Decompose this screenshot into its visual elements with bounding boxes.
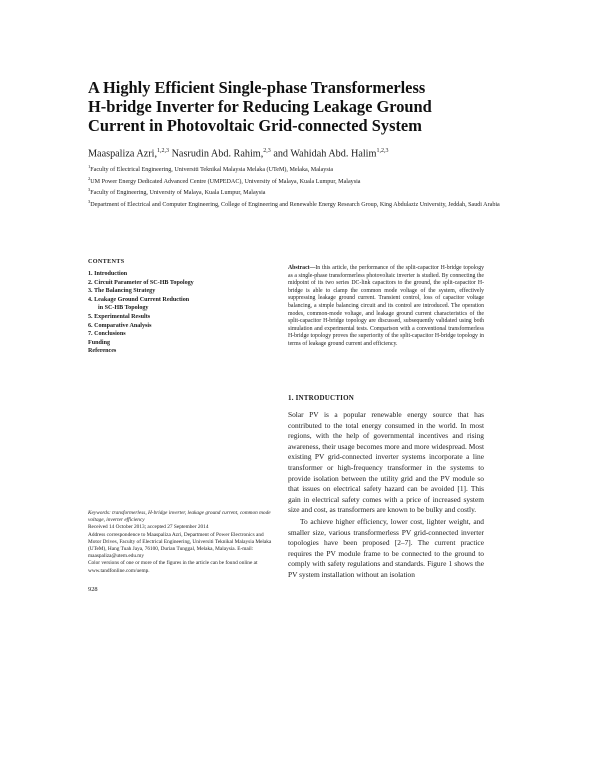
toc-item[interactable]: 2. Circuit Parameter of SC-HB Topology	[88, 279, 194, 286]
toc-item[interactable]: 3. The Balancing Strategy	[88, 288, 156, 295]
color-figure-note: Color versions of one or more of the figures in the article can be found online at www.tandfonline.com/uemp.	[88, 560, 258, 574]
toc-item[interactable]: 4. Leakage Ground Current Reduction	[88, 296, 190, 303]
section-heading: 1. INTRODUCTION	[288, 394, 355, 402]
received-date: Received 14 October 2013; accepted 27 September 2014	[88, 524, 209, 531]
body-paragraph: To achieve higher efficiency, lower cost, lighter weight, and smaller size, various transformerless PV grid-connected inverter topologies have been proposed [2–7]. The current practice requires the PV module frame to be connected to the ground to comply with safety regulations and standards. Figure 1 shows the PV system installation without an isolation	[288, 516, 484, 579]
contents-box	[88, 258, 278, 356]
author-list	[88, 148, 548, 159]
affil-text: Faculty of Electrical Engineering, Universiti Teknikal Malaysia Melaka (UTeM), Melaka, Malaysia	[90, 167, 334, 174]
affiliation	[88, 175, 528, 187]
toc-item[interactable]: 1. Introduction	[88, 271, 128, 277]
affil-text: Faculty of Engineering, University of Malaya, Kuala Lumpur, Malaysia	[90, 190, 266, 197]
affil-text: Department of Electrical and Computer Engineering, College of Engineering and Renewable Energy Research Group, King Abdulaziz University, Jeddah, Saudi Arabia	[90, 201, 500, 208]
keywords: Keywords: transformerless, H-bridge inverter, leakage ground current, common mode voltage, inverter efficiency	[88, 510, 271, 524]
affiliation	[88, 198, 528, 210]
abstract	[288, 265, 484, 349]
abstract-text: In this article, the performance of the split-capacitor H-bridge topology as a single-phase transformerless photovoltaic inverter is studied. By connecting the midpoint of its two series DC-link capacitors to the ground, the split-capacitor H-bridge is able to clamp the common mode voltage of the system, effectively suppressing leakage ground current. Transient control, loss of capacitor voltage balancing, a simple balancing circuit and its control are introduced. The operation modes, common-mode voltage, and leakage ground current characteristics of the split-capacitor H-bridge topology are discussed, subsequently validated using both simulation and experimental tests. Comparison with a conventional transformerless H-bridge topology proves the superiority of the split-capacitor H-bridge topology in terms of leakage ground current and efficiency.	[288, 265, 484, 347]
affiliation	[88, 186, 528, 198]
toc-item[interactable]: 7. Conclusions	[88, 331, 126, 338]
title-line: H-bridge Inverter for Reducing Leakage Ground	[88, 97, 432, 116]
introduction-body	[288, 410, 484, 581]
body-paragraph: Solar PV is a popular renewable energy source that has contributed to the total energy consumed in the world. In most regions, with the help of governmental incentives and rising awareness, their usage becomes more and more widespread. Most existing PV grid-connected inverter systems incorporate a line transformer or high-frequency transformer in the systems to provide isolation between the utility grid and the PV module so that issues on electrical safety hazard can be avoided [1]. This gain in electrical safety comes with a price of increased system size and cost, as transformers are known to be bulky and costly.	[288, 410, 484, 515]
correspondence-address: Address correspondence to Maaspaliza Azri, Department of Power Electronics and Motor Drives, Faculty of Electrical Engineering, Universiti Teknikal Malaysia Melaka (UTeM), Hang Tuah Jaya, 76100, Durian Tunggal, Melaka, Malaysia. E-mail: maaspaliza@utem.edu.my	[88, 531, 272, 560]
title-line: Current in Photovoltaic Grid-connected System	[88, 116, 422, 135]
author-name: and Wahidah Abd. Halim	[270, 148, 377, 160]
toc-item[interactable]: 6. Comparative Analysis	[88, 322, 152, 329]
title-line: A Highly Efficient Single-phase Transformerless	[88, 78, 426, 97]
affil-mark: 2	[88, 175, 91, 181]
page-number: 928	[88, 586, 98, 593]
author-affil-mark: 2,3	[263, 148, 271, 154]
author-name: Maaspaliza Azri,	[88, 148, 158, 160]
abstract-label: Abstract—	[288, 265, 316, 271]
article-footnote	[88, 510, 278, 575]
affiliation-list	[88, 163, 528, 210]
affiliation	[88, 163, 528, 175]
toc-item[interactable]: References	[88, 348, 117, 355]
paper-title	[88, 78, 528, 135]
affil-text: UM Power Energy Dedicated Advanced Centre (UMPEDAC), University of Malaya, Kuala Lumpur, Malaysia	[90, 178, 361, 185]
author-name: Nasrudin Abd. Rahim,	[169, 148, 264, 160]
affil-mark: 1	[88, 164, 91, 169]
toc-item[interactable]: Funding	[88, 339, 111, 346]
contents-heading: CONTENTS	[88, 258, 125, 265]
affil-mark: 3	[88, 187, 91, 193]
affil-mark: 3	[88, 198, 91, 204]
toc-item[interactable]: 5. Experimental Results	[88, 313, 151, 320]
author-affil-mark: 1,2,3	[157, 148, 170, 154]
toc-item[interactable]: in SC-HB Topology	[98, 305, 149, 312]
author-affil-mark: 1,2,3	[376, 148, 389, 154]
